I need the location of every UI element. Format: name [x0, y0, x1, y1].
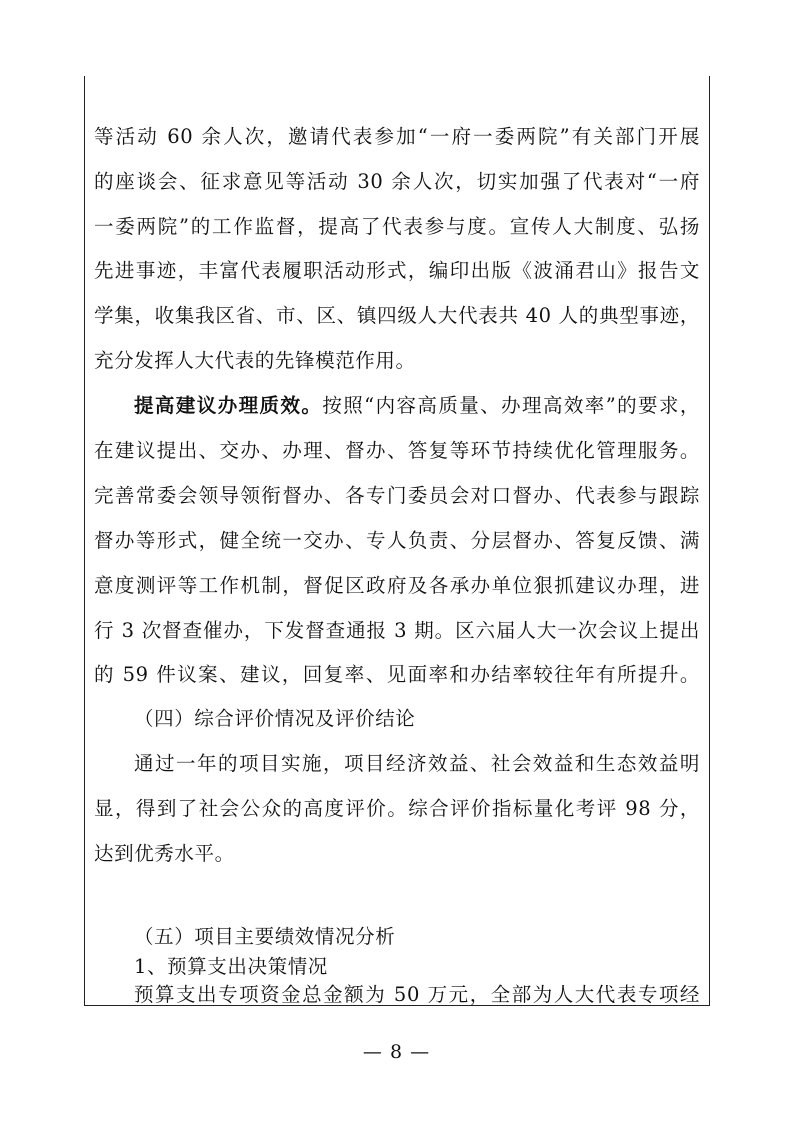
- paragraph-first-line: 预算支出专项资金总金额为 50 万元，全部为人大代表专项经: [134, 983, 700, 1006]
- paragraph-first-line: 通过一年的项目实施，项目经济效益、社会效益和生态效益明: [134, 752, 700, 775]
- paragraph-line: 行 3 次督查催办，下发督查通报 3 期。区六届人大一次会议上提出: [94, 619, 700, 642]
- subsection-heading: 1、预算支出决策情况: [134, 955, 328, 978]
- paragraph-line: 督办等形式，健全统一交办、专人负责、分层督办、答复反馈、满: [94, 529, 700, 552]
- paragraph-line: 先进事迹，丰富代表履职活动形式，编印出版《波涌君山》报告文: [94, 259, 700, 282]
- paragraph-line: 达到优秀水平。: [94, 842, 235, 865]
- paragraph-line: 的座谈会、征求意见等活动 30 余人次，切实加强了代表对“一府: [94, 170, 700, 193]
- section-heading: （四）综合评价情况及评价结论: [134, 707, 416, 730]
- paragraph-line: 意度测评等工作机制，督促区政府及各承办单位狠抓建议办理，进: [94, 574, 700, 597]
- bold-lead: 提高建议办理质效。: [134, 394, 323, 417]
- page-number: — 8 —: [362, 1041, 431, 1063]
- paragraph-line: 等活动 60 余人次，邀请代表参加“一府一委两院”有关部门开展: [94, 125, 700, 148]
- paragraph-line: 显，得到了社会公众的高度评价。综合评价指标量化考评 98 分，: [94, 797, 700, 820]
- paragraph-first-line: [134, 394, 700, 418]
- paragraph-line: 学集，收集我区省、市、区、镇四级人大代表共 40 人的典型事迹，: [94, 304, 700, 327]
- paragraph-line: 的 59 件议案、建议，回复率、见面率和办结率较往年有所提升。: [94, 663, 700, 686]
- paragraph-line: 完善常委会领导领衔督办、各专门委员会对口督办、代表参与跟踪: [94, 484, 700, 507]
- section-heading: （五）项目主要绩效情况分析: [134, 925, 396, 948]
- paragraph-line: 一委两院”的工作监督，提高了代表参与度。宣传人大制度、弘扬: [94, 215, 700, 238]
- paragraph-line: 充分发挥人大代表的先锋模范作用。: [94, 349, 416, 372]
- first-line-rest: 按照“内容高质量、办理高效率”的要求，: [322, 394, 700, 417]
- paragraph-line: 在建议提出、交办、办理、督办、答复等环节持续优化管理服务。: [94, 439, 700, 462]
